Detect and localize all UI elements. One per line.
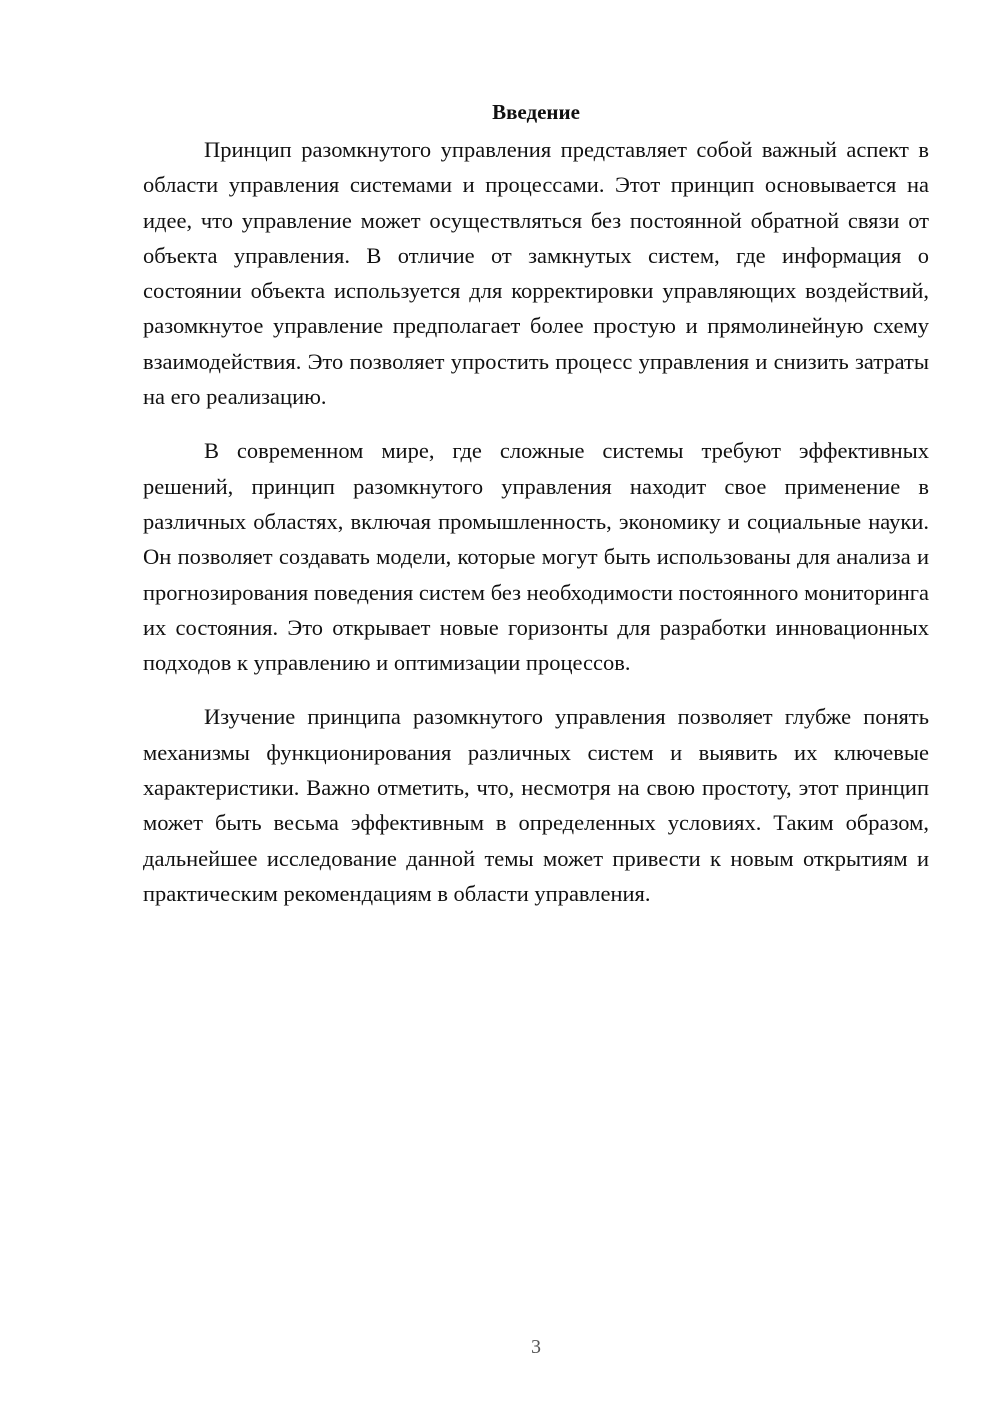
page-content (143, 94, 929, 930)
paragraph-1: Принцип разомкнутого управления представляет собой важный аспект в области управления системами и процессами. Этот принцип основывается на идее, что управление может осуществляться без постоянной обратной связи от объекта управления. В отличие от замкнутых систем, где информация о состоянии объекта используется для корректировки управляющих воздействий, разомкнутое управление предполагает более простую и прямолинейную схему взаимодействия. Это позволяет упростить процесс управления и снизить затраты на его реализацию. (143, 137, 929, 410)
paragraph-3: Изучение принципа разомкнутого управления позволяет глубже понять механизмы функционирования различных систем и выявить их ключевые характеристики. Важно отметить, что, несмотря на свою простоту, этот принцип может быть весьма эффективным в определенных условиях. Таким образом, дальнейшее исследование данной темы может привести к новым открытиям и практическим рекомендациям в области управления. (143, 704, 929, 906)
paragraph-2: В современном мире, где сложные системы требуют эффективных решений, принцип разомкнутого управления находит свое применение в различных областях, включая промышленность, экономику и социальные науки. Он позволяет создавать модели, которые могут быть использованы для анализа и прогнозирования поведения систем без необходимости постоянного мониторинга их состояния. Это открывает новые горизонты для разработки инновационных подходов к управлению и оптимизации процессов. (143, 438, 929, 676)
page-number: 3 (531, 1336, 541, 1358)
section-title: Введение (492, 100, 580, 124)
